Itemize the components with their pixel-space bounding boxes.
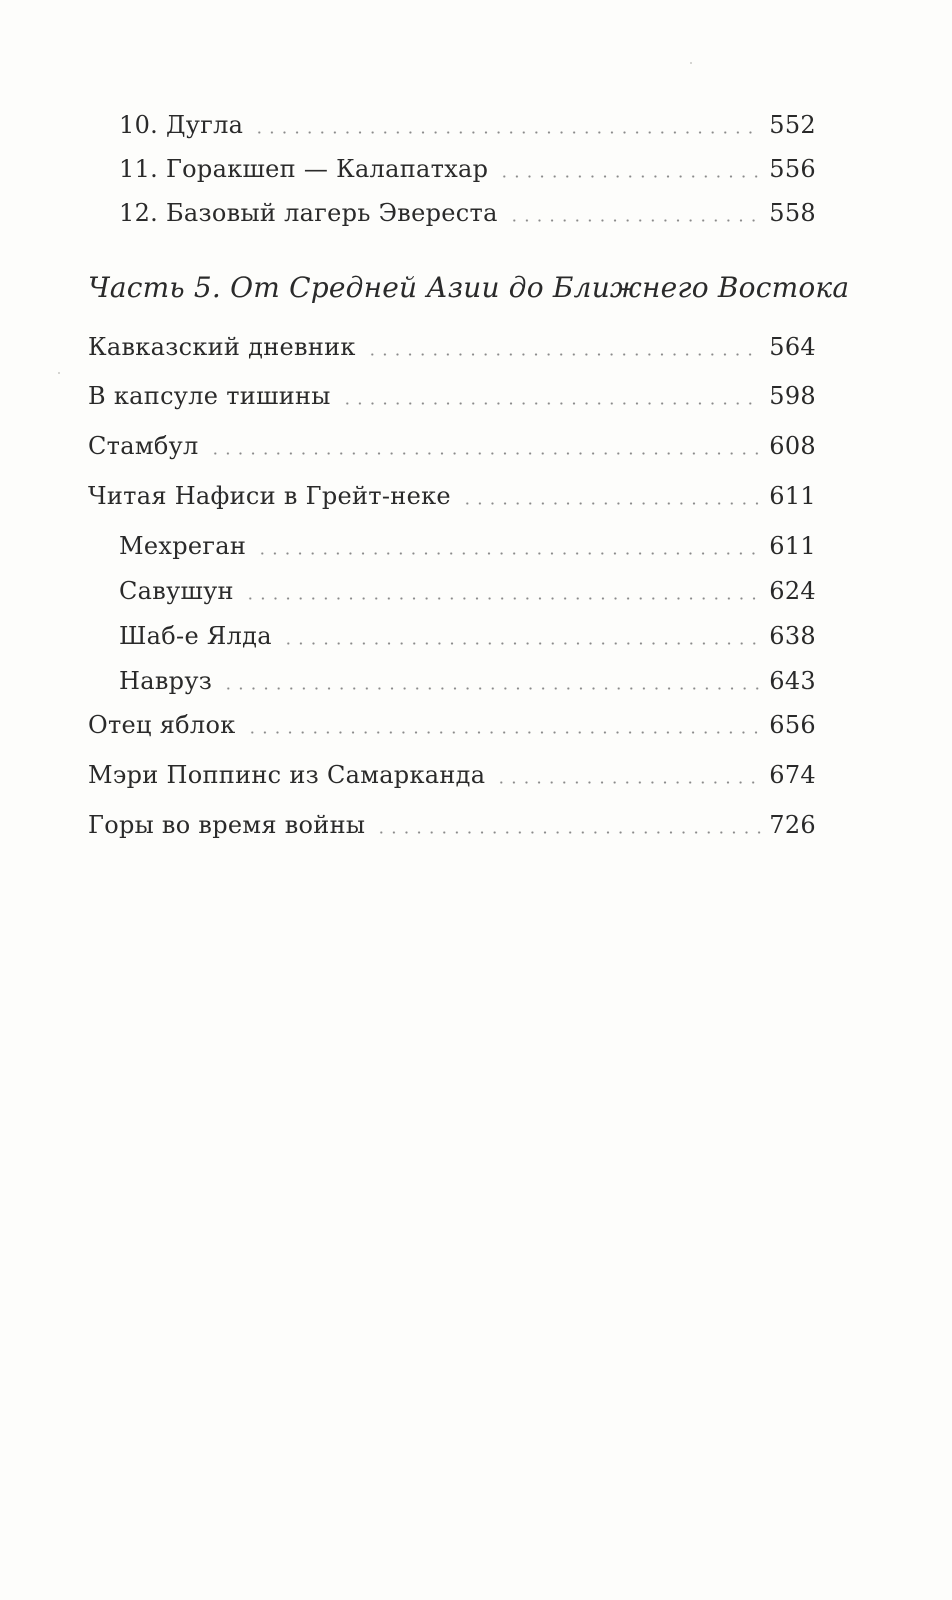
dot-leader <box>209 452 762 455</box>
toc-entry-title: 10. Дугла <box>119 111 244 139</box>
toc-entry-page: 624 <box>769 577 816 605</box>
dot-leader <box>375 831 761 834</box>
toc-entry-title: Мехреган <box>119 532 247 560</box>
toc-entry-caucasus-diary <box>88 332 816 362</box>
toc-entry-page: 674 <box>769 761 816 789</box>
toc-entry-title: Шаб-е Ялда <box>119 622 272 650</box>
dot-leader <box>461 502 761 505</box>
dot-leader <box>495 781 761 784</box>
paper-speck <box>58 372 60 374</box>
toc-entry-page: 656 <box>769 711 816 739</box>
dot-leader <box>508 219 762 222</box>
toc-entry-mehregan <box>119 531 816 561</box>
toc-entry-page: 556 <box>769 155 816 183</box>
toc-entry-istanbul <box>88 431 816 461</box>
toc-entry-page: 726 <box>769 811 816 839</box>
toc-entry-page: 598 <box>769 382 816 410</box>
toc-entry-title: Кавказский дневник <box>88 333 356 361</box>
toc-entry-title: 12. Базовый лагерь Эвереста <box>119 199 498 227</box>
toc-entry-title: Читая Нафиси в Грейт-неке <box>88 482 451 510</box>
toc-entry-title: Мэри Поппинс из Самарканда <box>88 761 486 789</box>
toc-entry-silence-capsule <box>88 381 816 411</box>
toc-entry-dugla <box>119 110 816 140</box>
toc-entry-page: 558 <box>769 199 816 227</box>
dot-leader <box>282 642 761 645</box>
toc-entry-title: 11. Горакшеп — Калапатхар <box>119 155 489 183</box>
toc-entry-title: Навруз <box>119 667 213 695</box>
part-heading: Часть 5. От Средней Азии до Ближнего Востока <box>88 271 850 304</box>
toc-entry-title: Савушун <box>119 577 234 605</box>
dot-leader <box>244 597 761 600</box>
toc-entry-mary-poppins <box>88 760 816 790</box>
toc-entry-everest-base-camp <box>119 198 816 228</box>
toc-entry-page: 611 <box>769 532 816 560</box>
dot-leader <box>341 402 762 405</box>
toc-entry-page: 638 <box>769 622 816 650</box>
dot-leader <box>366 353 762 356</box>
toc-entry-page: 608 <box>769 432 816 460</box>
toc-entry-shab-e-yalda <box>119 621 816 651</box>
dot-leader <box>222 687 761 690</box>
toc-entry-mountains-in-war <box>88 810 816 840</box>
toc-entry-page: 564 <box>769 333 816 361</box>
toc-entry-reading-nafisi <box>88 481 816 511</box>
toc-entry-page: 611 <box>769 482 816 510</box>
toc-entry-title: Отец яблок <box>88 711 236 739</box>
toc-entry-title: Горы во время войны <box>88 811 366 839</box>
toc-entry-page: 643 <box>769 667 816 695</box>
dot-leader <box>253 131 761 134</box>
toc-entry-title: Стамбул <box>88 432 199 460</box>
paper-speck <box>690 62 692 64</box>
dot-leader <box>246 731 762 734</box>
toc-entry-nowruz <box>119 666 816 696</box>
toc-entry-father-of-apples <box>88 710 816 740</box>
dot-leader <box>498 175 761 178</box>
toc-entry-title: В капсуле тишины <box>88 382 331 410</box>
toc-entry-savushun <box>119 576 816 606</box>
toc-entry-gorakshep <box>119 154 816 184</box>
dot-leader <box>256 552 761 555</box>
toc-entry-page: 552 <box>769 111 816 139</box>
